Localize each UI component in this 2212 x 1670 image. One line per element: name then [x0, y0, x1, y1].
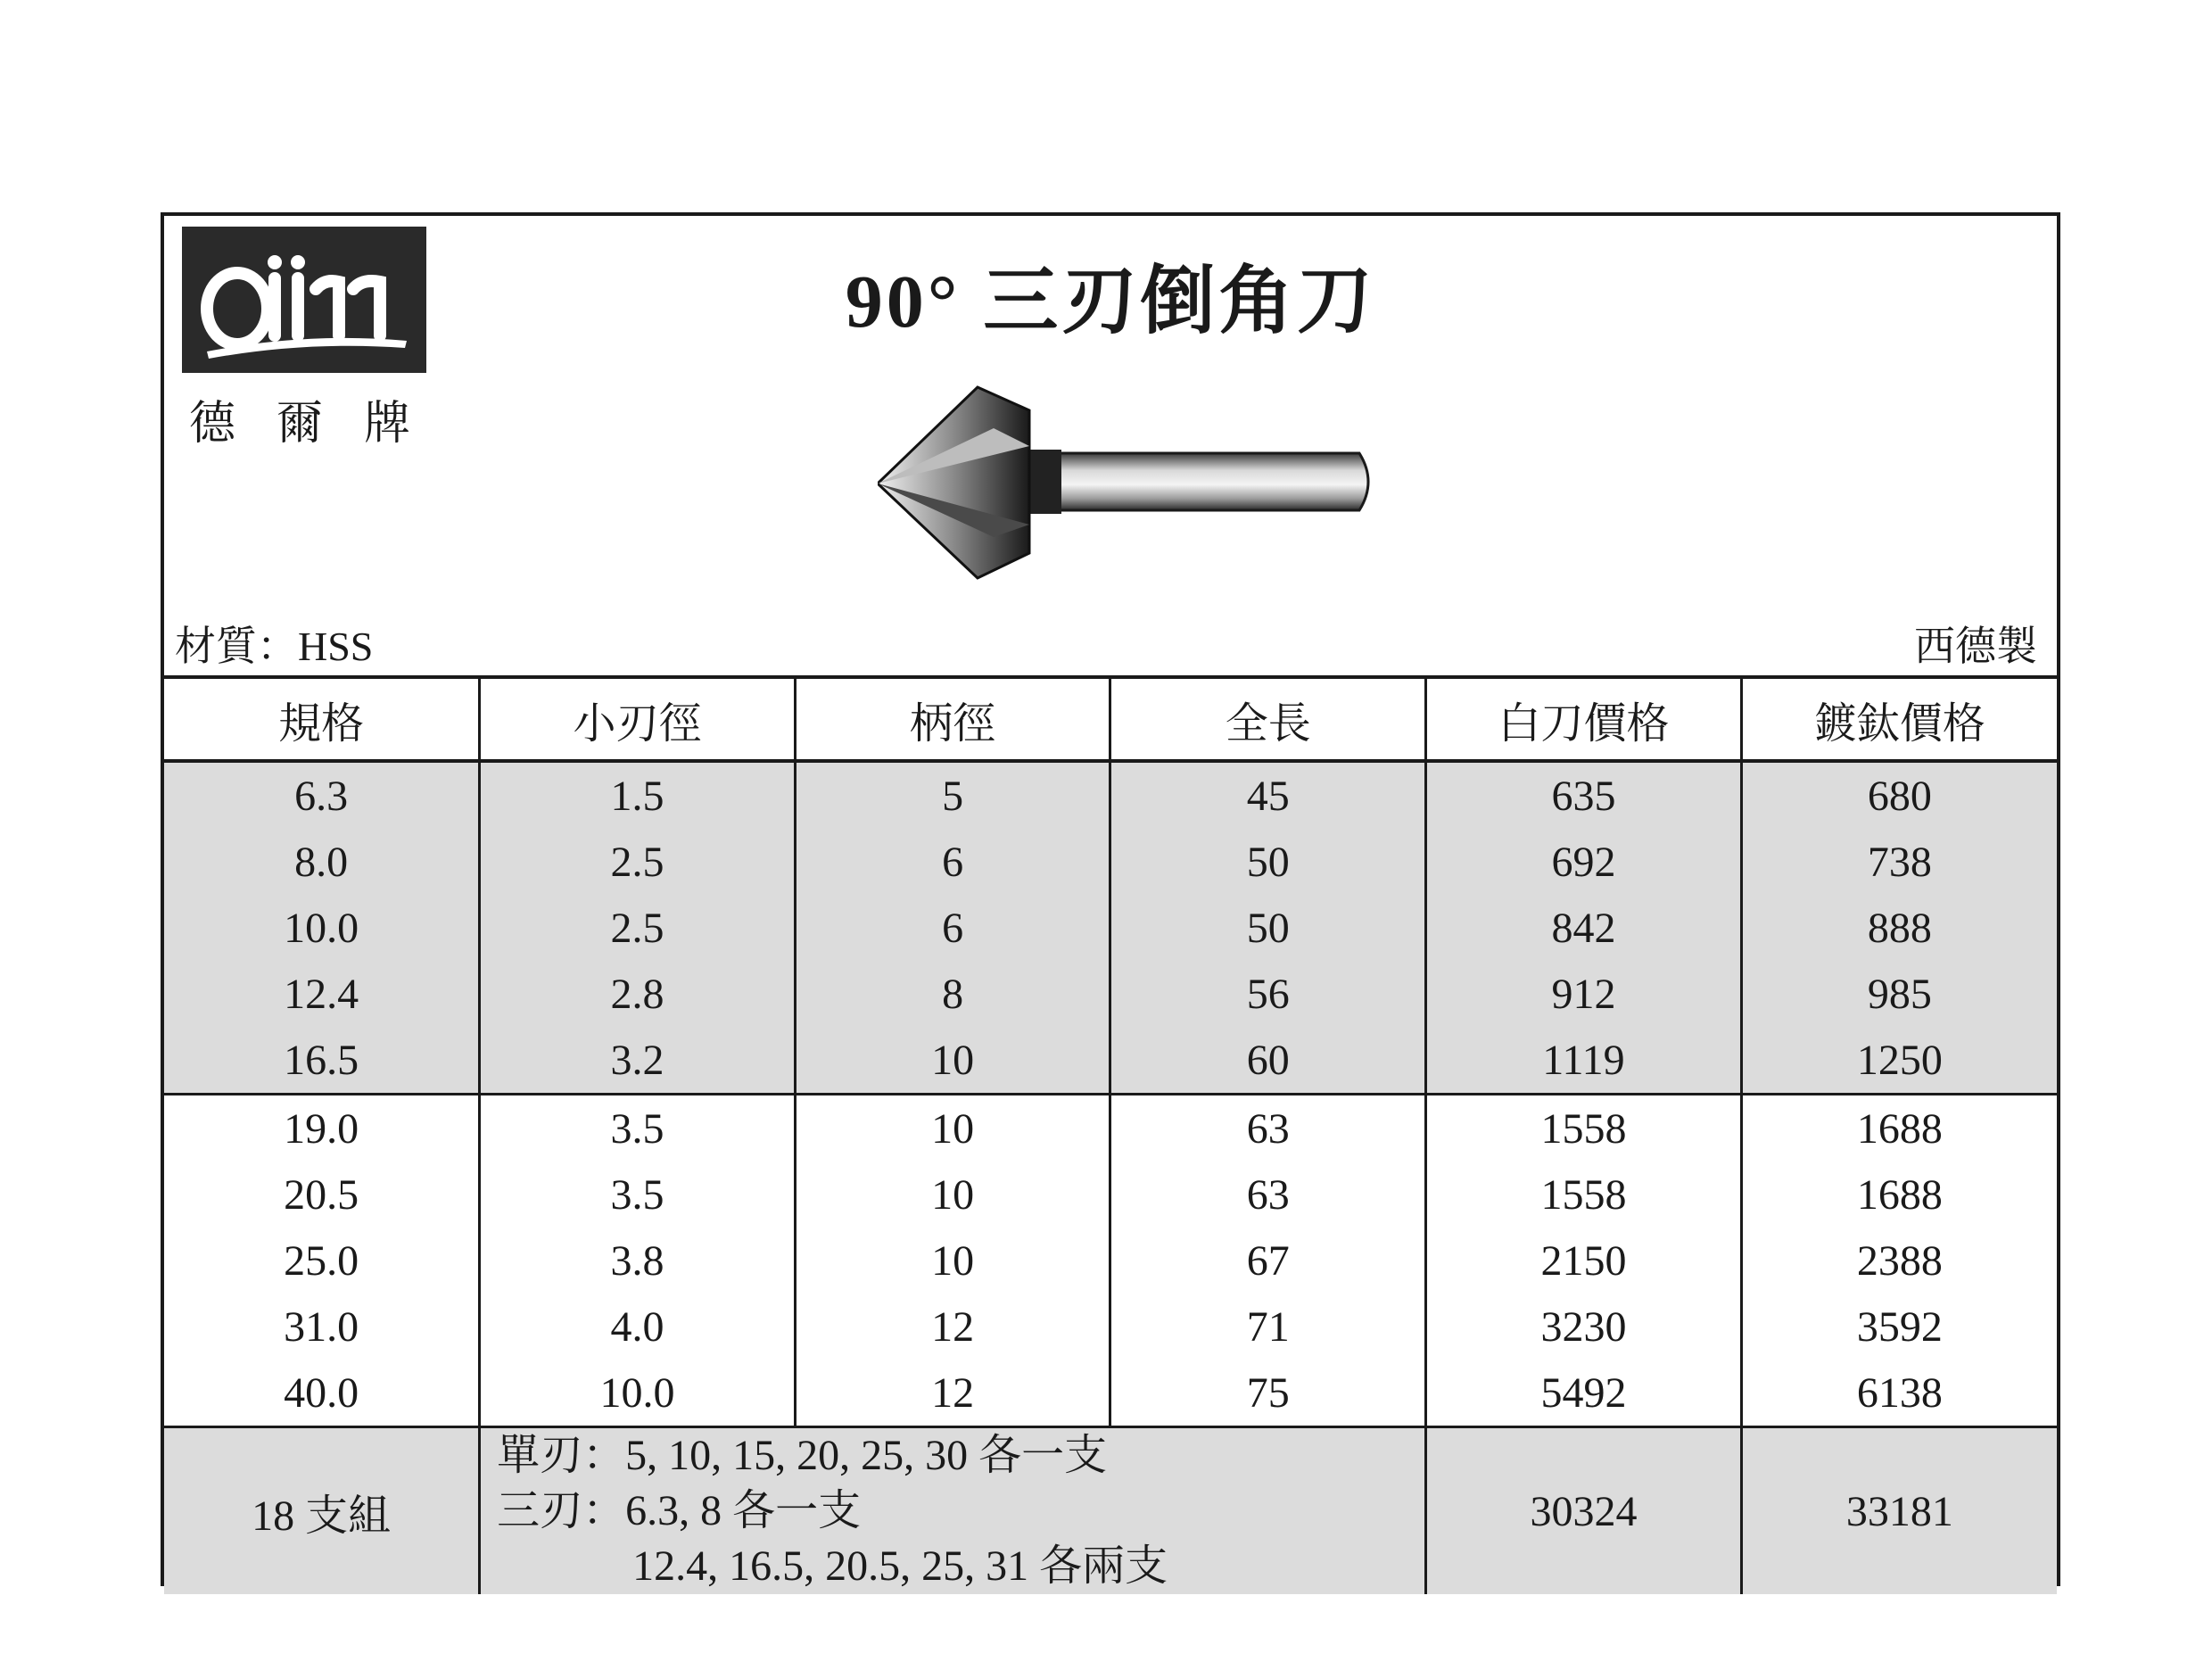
cell-price-tin: 680 [1741, 761, 2057, 829]
cell-total-length: 50 [1110, 895, 1426, 961]
cell-small-diameter: 2.5 [480, 895, 796, 961]
set-price-tin: 33181 [1741, 1427, 2057, 1595]
cell-shank-diameter: 6 [795, 829, 1110, 895]
cell-small-diameter: 10.0 [480, 1360, 796, 1427]
cell-price-tin: 738 [1741, 829, 2057, 895]
cell-small-diameter: 2.8 [480, 961, 796, 1027]
header-price-white: 白刀價格 [1426, 677, 1742, 761]
cell-shank-diameter: 10 [795, 1027, 1110, 1095]
cell-shank-diameter: 8 [795, 961, 1110, 1027]
cell-price-tin: 1250 [1741, 1027, 2057, 1095]
countersink-tool-icon [878, 375, 1377, 589]
spec-table [164, 675, 2057, 1594]
cell-spec: 19.0 [284, 1104, 359, 1153]
table-row [164, 961, 2057, 1027]
cell-small-diameter: 1.5 [480, 761, 796, 829]
set-description [480, 1427, 1426, 1595]
cell-spec: 12.4 [164, 961, 480, 1027]
header-small-diameter: 小刃徑 [480, 677, 796, 761]
cell-price-white: 1119 [1426, 1027, 1742, 1095]
cell-total-length: 71 [1110, 1294, 1426, 1360]
cell-small-diameter: 3.5 [480, 1162, 796, 1228]
set-line-single: 單刃：5, 10, 15, 20, 25, 30 各一支 [497, 1432, 1108, 1479]
header-total-length: 全長 [1110, 677, 1426, 761]
cell-small-diameter: 3.5 [480, 1095, 796, 1162]
cell-total-length: 45 [1110, 761, 1426, 829]
cell-price-tin: 2388 [1741, 1228, 2057, 1294]
table-row [164, 1228, 2057, 1294]
cell-price-tin: 985 [1741, 961, 2057, 1027]
cell-total-length: 63 [1110, 1095, 1426, 1162]
cell-small-diameter: 4.0 [480, 1294, 796, 1360]
cell-shank-diameter: 6 [795, 895, 1110, 961]
cell-shank-diameter: 12 [795, 1360, 1110, 1427]
cell-shank-diameter: 10 [795, 1162, 1110, 1228]
cell-total-length: 63 [1110, 1162, 1426, 1228]
brand-name: 德爾牌 [189, 399, 452, 450]
catalog-sheet [161, 212, 2060, 1590]
cell-spec: 20.5 [284, 1170, 359, 1219]
header-price-tin: 鍍鈦價格 [1741, 677, 2057, 761]
header-spec: 規格 [164, 677, 480, 761]
table-row [164, 1294, 2057, 1360]
cell-total-length: 60 [1110, 1027, 1426, 1095]
set-line-triple-pairs: 12.4, 16.5, 20.5, 25, 31 各兩支 [632, 1542, 1168, 1590]
header-area [164, 216, 2057, 675]
cell-shank-diameter: 12 [795, 1294, 1110, 1360]
table-row [164, 895, 2057, 961]
table-row [164, 761, 2057, 829]
cell-price-white: 2150 [1426, 1228, 1742, 1294]
set-label: 18 支組 [164, 1427, 480, 1595]
cell-total-length: 56 [1110, 961, 1426, 1027]
cell-shank-diameter: 5 [795, 761, 1110, 829]
table-header-row [164, 677, 2057, 761]
cell-price-white: 3230 [1426, 1294, 1742, 1360]
table-row [164, 1162, 2057, 1228]
cell-small-diameter: 3.2 [480, 1027, 796, 1095]
cell-spec: 40.0 [284, 1368, 359, 1417]
cell-spec: 10.0 [164, 895, 480, 961]
origin-label: 西德製 [1914, 624, 2037, 669]
cell-price-tin: 3592 [1741, 1294, 2057, 1360]
cell-price-tin: 1688 [1741, 1162, 2057, 1228]
cell-shank-diameter: 10 [795, 1095, 1110, 1162]
cell-spec: 6.3 [164, 761, 480, 829]
cell-total-length: 75 [1110, 1360, 1426, 1427]
cell-spec: 25.0 [284, 1236, 359, 1285]
cell-price-white: 1558 [1426, 1095, 1742, 1162]
cell-spec: 31.0 [284, 1302, 359, 1351]
cell-price-white: 635 [1426, 761, 1742, 829]
cell-spec: 8.0 [164, 829, 480, 895]
table-row [164, 1027, 2057, 1095]
cell-price-white: 692 [1426, 829, 1742, 895]
material-label: 材質：HSS [175, 624, 374, 669]
cell-total-length: 50 [1110, 829, 1426, 895]
table-row [164, 1360, 2057, 1427]
set-price-white: 30324 [1426, 1427, 1742, 1595]
table-row [164, 829, 2057, 895]
cell-price-tin: 6138 [1741, 1360, 2057, 1427]
set-row [164, 1427, 2057, 1595]
cell-price-tin: 888 [1741, 895, 2057, 961]
cell-price-white: 5492 [1426, 1360, 1742, 1427]
cell-price-white: 912 [1426, 961, 1742, 1027]
cell-small-diameter: 3.8 [480, 1228, 796, 1294]
header-shank-diameter: 柄徑 [795, 677, 1110, 761]
cell-total-length: 67 [1110, 1228, 1426, 1294]
cell-price-white: 842 [1426, 895, 1742, 961]
cell-small-diameter: 2.5 [480, 829, 796, 895]
cell-spec: 16.5 [164, 1027, 480, 1095]
page-title: 90° 三刃倒角刀 [845, 260, 1376, 343]
cell-price-white: 1558 [1426, 1162, 1742, 1228]
cell-shank-diameter: 10 [795, 1228, 1110, 1294]
table-row [164, 1095, 2057, 1162]
set-line-triple: 三刃：6.3, 8 各一支 [497, 1487, 862, 1534]
cell-price-tin: 1688 [1741, 1095, 2057, 1162]
